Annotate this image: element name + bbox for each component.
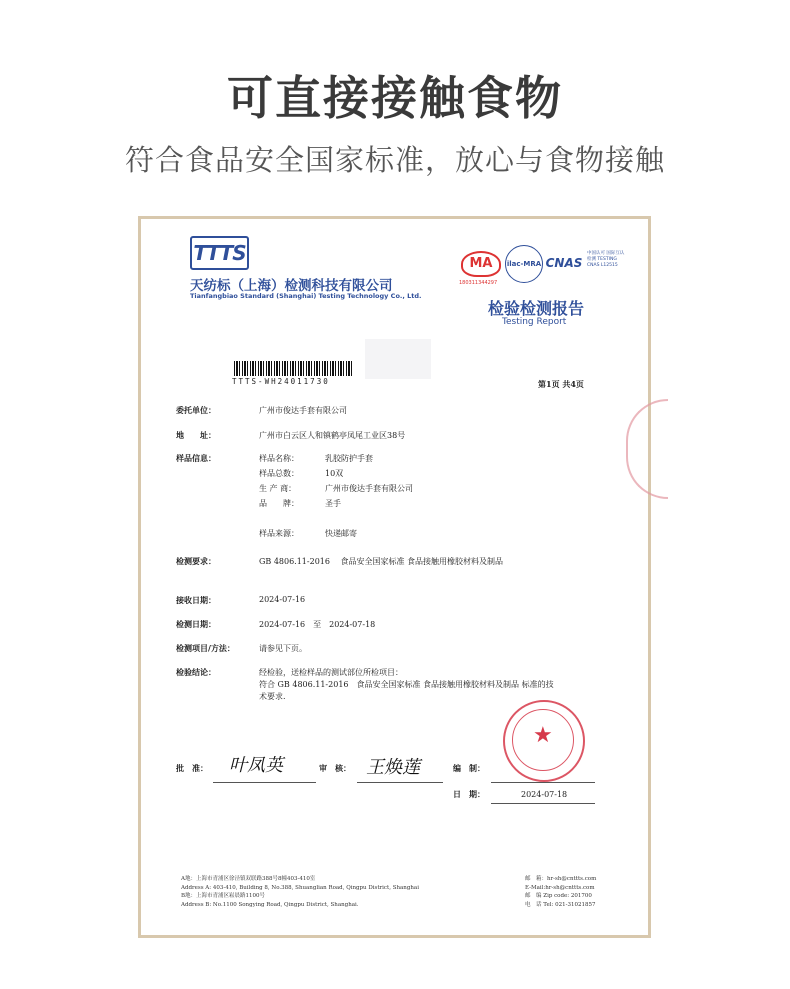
sample-row-key: 品 牌： bbox=[259, 499, 299, 508]
report-title-cn: 检验检测报告 bbox=[488, 299, 585, 318]
field-value-client: 广州市俊达手套有限公司 bbox=[259, 406, 347, 415]
footer-line: 电 话 Tel: 021-31021857 bbox=[525, 901, 596, 908]
review-label: 审 核： bbox=[319, 764, 351, 773]
sample-row-key: 生 产 商： bbox=[259, 484, 297, 493]
footer-line: 邮 编 Zip code: 201700 bbox=[525, 893, 592, 899]
company-name-cn: 天纺标（上海）检测科技有限公司 bbox=[190, 278, 393, 294]
page-subtitle: 符合食品安全国家标准，放心与食物接触 bbox=[124, 143, 665, 177]
footer-line: A地：上海市青浦区徐泾镇双联路388号8幢403-410室 bbox=[181, 876, 316, 882]
review-line bbox=[357, 782, 443, 783]
sample-row-value: 乳胶防护手套 bbox=[325, 454, 373, 463]
footer-line: Address A: 403-410, Building 8, No.388, Shuanglian Road, Qingpu District, Shanghai bbox=[181, 884, 419, 891]
approve-signature: 叶凤英 bbox=[229, 755, 283, 776]
cma-cert-number: 180311344297 bbox=[459, 280, 498, 286]
sample-row-value: 10双 bbox=[325, 469, 344, 478]
date-line bbox=[491, 803, 595, 804]
field-label-conclusion: 检验结论： bbox=[176, 668, 216, 677]
field-label-client: 委托单位： bbox=[176, 406, 216, 415]
footer-line: Address B: No.1100 Songying Road, Qingpu District, Shanghai. bbox=[181, 901, 359, 908]
sample-row-key: 样品总数： bbox=[259, 469, 299, 478]
field-value-address: 广州市白云区人和镇鹤亭凤尾工业区38号 bbox=[259, 431, 406, 440]
field-label-address: 地 址： bbox=[176, 431, 216, 440]
report-title-en: Testing Report bbox=[502, 317, 567, 327]
field-label-received: 接收日期： bbox=[176, 596, 216, 605]
footer-address bbox=[181, 875, 419, 909]
date-label: 日 期： bbox=[453, 790, 485, 799]
compile-line bbox=[491, 782, 595, 783]
field-value-source: 快递邮寄 bbox=[325, 529, 357, 538]
cma-cert-icon: MA bbox=[461, 251, 501, 277]
footer-line: E-Mail:hr-sh@cnttts.com bbox=[525, 884, 595, 891]
conclusion-line: 符合 GB 4806.11-2016 食品安全国家标准 食品接触用橡胶材料及制品 标准的技 bbox=[259, 680, 554, 689]
compile-label: 编 制： bbox=[453, 764, 485, 773]
date-value: 2024-07-18 bbox=[521, 790, 568, 799]
field-value-items: 请参见下页。 bbox=[259, 644, 307, 653]
footer-line: 邮 箱：hr-sh@cnttts.com bbox=[525, 876, 597, 882]
sample-row-key: 样品名称： bbox=[259, 454, 299, 463]
cnas-cert-text: 中国认可 国际互认 检测 TESTING CNAS L12515 bbox=[587, 251, 625, 268]
field-value-received: 2024-07-16 bbox=[259, 595, 306, 604]
field-value-requirement: GB 4806.11-2016 食品安全国家标准 食品接触用橡胶材料及制品 bbox=[259, 557, 504, 566]
barcode bbox=[234, 361, 354, 376]
review-signature: 王焕莲 bbox=[366, 757, 420, 778]
approve-label: 批 准： bbox=[176, 764, 208, 773]
side-seal-stamp bbox=[626, 399, 668, 499]
field-label-sample: 样品信息： bbox=[176, 454, 216, 463]
sample-row-value: 广州市俊达手套有限公司 bbox=[325, 484, 413, 493]
field-label-test-date: 检测日期： bbox=[176, 620, 216, 629]
ilac-mra-icon: ilac-MRA bbox=[505, 245, 543, 283]
conclusion-line: 经检验，送检样品的测试部位所检项目： bbox=[259, 668, 403, 677]
seal-star-icon: ★ bbox=[533, 723, 553, 748]
cnas-cert-icon: CNAS bbox=[545, 256, 583, 270]
footer-line: B地：上海市青浦区崧晨路1100号 bbox=[181, 893, 266, 899]
field-label-source: 样品来源： bbox=[259, 529, 299, 538]
field-label-requirement: 检测要求： bbox=[176, 557, 216, 566]
ttts-logo: TTTS bbox=[190, 236, 249, 270]
field-label-items: 检测项目/方法： bbox=[176, 644, 235, 653]
company-name-en: Tianfangbiao Standard (Shanghai) Testing Technology Co., Ltd. bbox=[190, 292, 422, 300]
faded-mark bbox=[365, 339, 431, 379]
page-info: 第1页 共4页 bbox=[538, 379, 584, 389]
test-report-document bbox=[141, 219, 648, 935]
approve-line bbox=[213, 782, 316, 783]
footer-contact bbox=[525, 875, 596, 909]
field-value-test-date: 2024-07-16 至 2024-07-18 bbox=[259, 620, 376, 629]
page-title: 可直接接触食物 bbox=[227, 71, 563, 125]
report-frame bbox=[138, 216, 651, 938]
sample-row-value: 圣手 bbox=[325, 499, 341, 508]
report-number: TTTS-WH24011730 bbox=[232, 377, 330, 386]
conclusion-line: 术要求. bbox=[259, 692, 286, 701]
